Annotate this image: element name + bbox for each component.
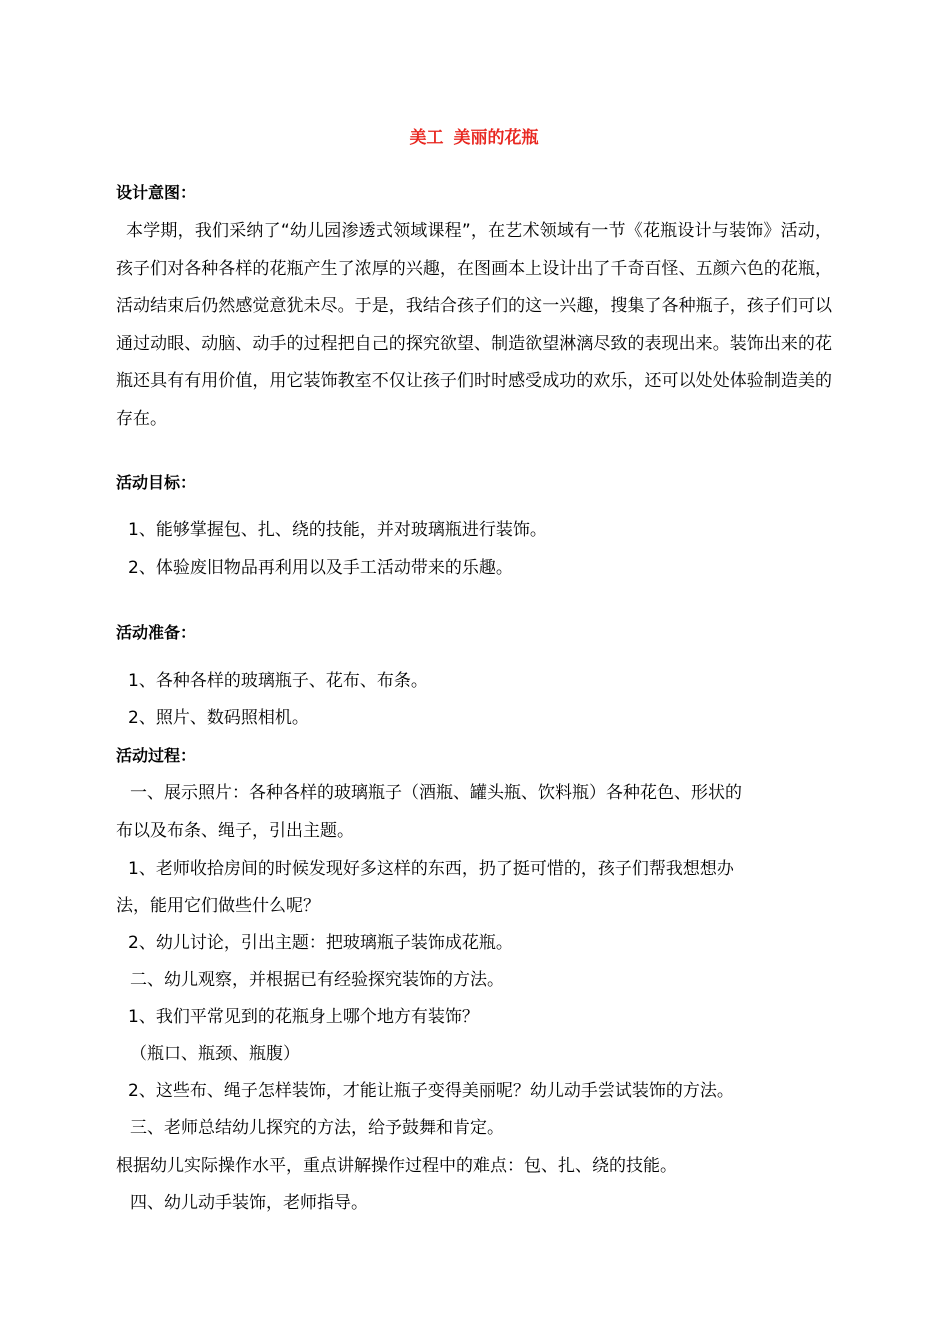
design-intent-paragraph: 本学期，我们采纳了“幼儿园渗透式领域课程”，在艺术领域有一节《花瓶设计与装饰》活动，孩子们对各种各样的花瓶产生了浓厚的兴趣，在图画本上设计出了千奇百怪、五颜六色的花瓶，活动结束后仍然感觉意犹未尽。于是，我结合孩子们的这一兴趣，搜集了各种瓶子，孩子们可以通过动眼、动脑、动手的过程把自己的探究欲望、制造欲望淋漓尽致的表现出来。装饰出来的花瓶还具有有用价值，用它装饰教室不仅让孩子们时时感受成功的欢乐，还可以处处体验制造美的存在。 — [116, 221, 832, 429]
preparation-item-2: 2、照片、数码照相机。 — [128, 708, 309, 728]
preparation-item-1: 1、各种各样的玻璃瓶子、花布、布条。 — [128, 671, 428, 691]
process-step-2-item-1-answer: （瓶口、瓶颈、瓶腹） — [130, 1044, 300, 1064]
preparation-heading: 活动准备： — [116, 623, 197, 642]
title-part-2: 美丽的花瓶 — [453, 128, 539, 148]
document-title — [116, 124, 832, 152]
process-step-1-item-1-line-1: 1、老师收拾房间的时候发现好多这样的东西，扔了挺可惜的，孩子们帮我想想办 — [128, 859, 734, 879]
goal-item-1: 1、能够掌握包、扎、绕的技能，并对玻璃瓶进行装饰。 — [128, 520, 547, 540]
goals-heading: 活动目标： — [116, 473, 197, 492]
process-step-1-line-1: 一、展示照片：各种各样的玻璃瓶子（酒瓶、罐头瓶、饮料瓶）各种花色、形状的 — [130, 783, 742, 803]
process-step-3: 三、老师总结幼儿探究的方法，给予鼓舞和肯定。 — [130, 1118, 504, 1138]
design-intent-heading: 设计意图： — [116, 183, 197, 202]
process-step-2-item-2: 2、这些布、绳子怎样装饰，才能让瓶子变得美丽呢？幼儿动手尝试装饰的方法。 — [128, 1081, 734, 1101]
process-step-1-item-2: 2、幼儿讨论，引出主题：把玻璃瓶子装饰成花瓶。 — [128, 933, 513, 953]
title-part-1: 美工 — [409, 128, 444, 148]
process-step-3-note: 根据幼儿实际操作水平，重点讲解操作过程中的难点：包、扎、绕的技能。 — [116, 1156, 677, 1176]
process-step-1-item-1-line-2: 法，能用它们做些什么呢？ — [116, 896, 320, 916]
process-step-1-line-2: 布以及布条、绳子，引出主题。 — [116, 821, 354, 841]
process-step-4: 四、幼儿动手装饰，老师指导。 — [130, 1193, 368, 1213]
process-heading: 活动过程： — [116, 746, 197, 765]
process-step-2-item-1: 1、我们平常见到的花瓶身上哪个地方有装饰？ — [128, 1007, 479, 1027]
goal-item-2: 2、体验废旧物品再利用以及手工活动带来的乐趣。 — [128, 558, 513, 578]
process-step-2: 二、幼儿观察，并根据已有经验探究装饰的方法。 — [130, 970, 504, 990]
